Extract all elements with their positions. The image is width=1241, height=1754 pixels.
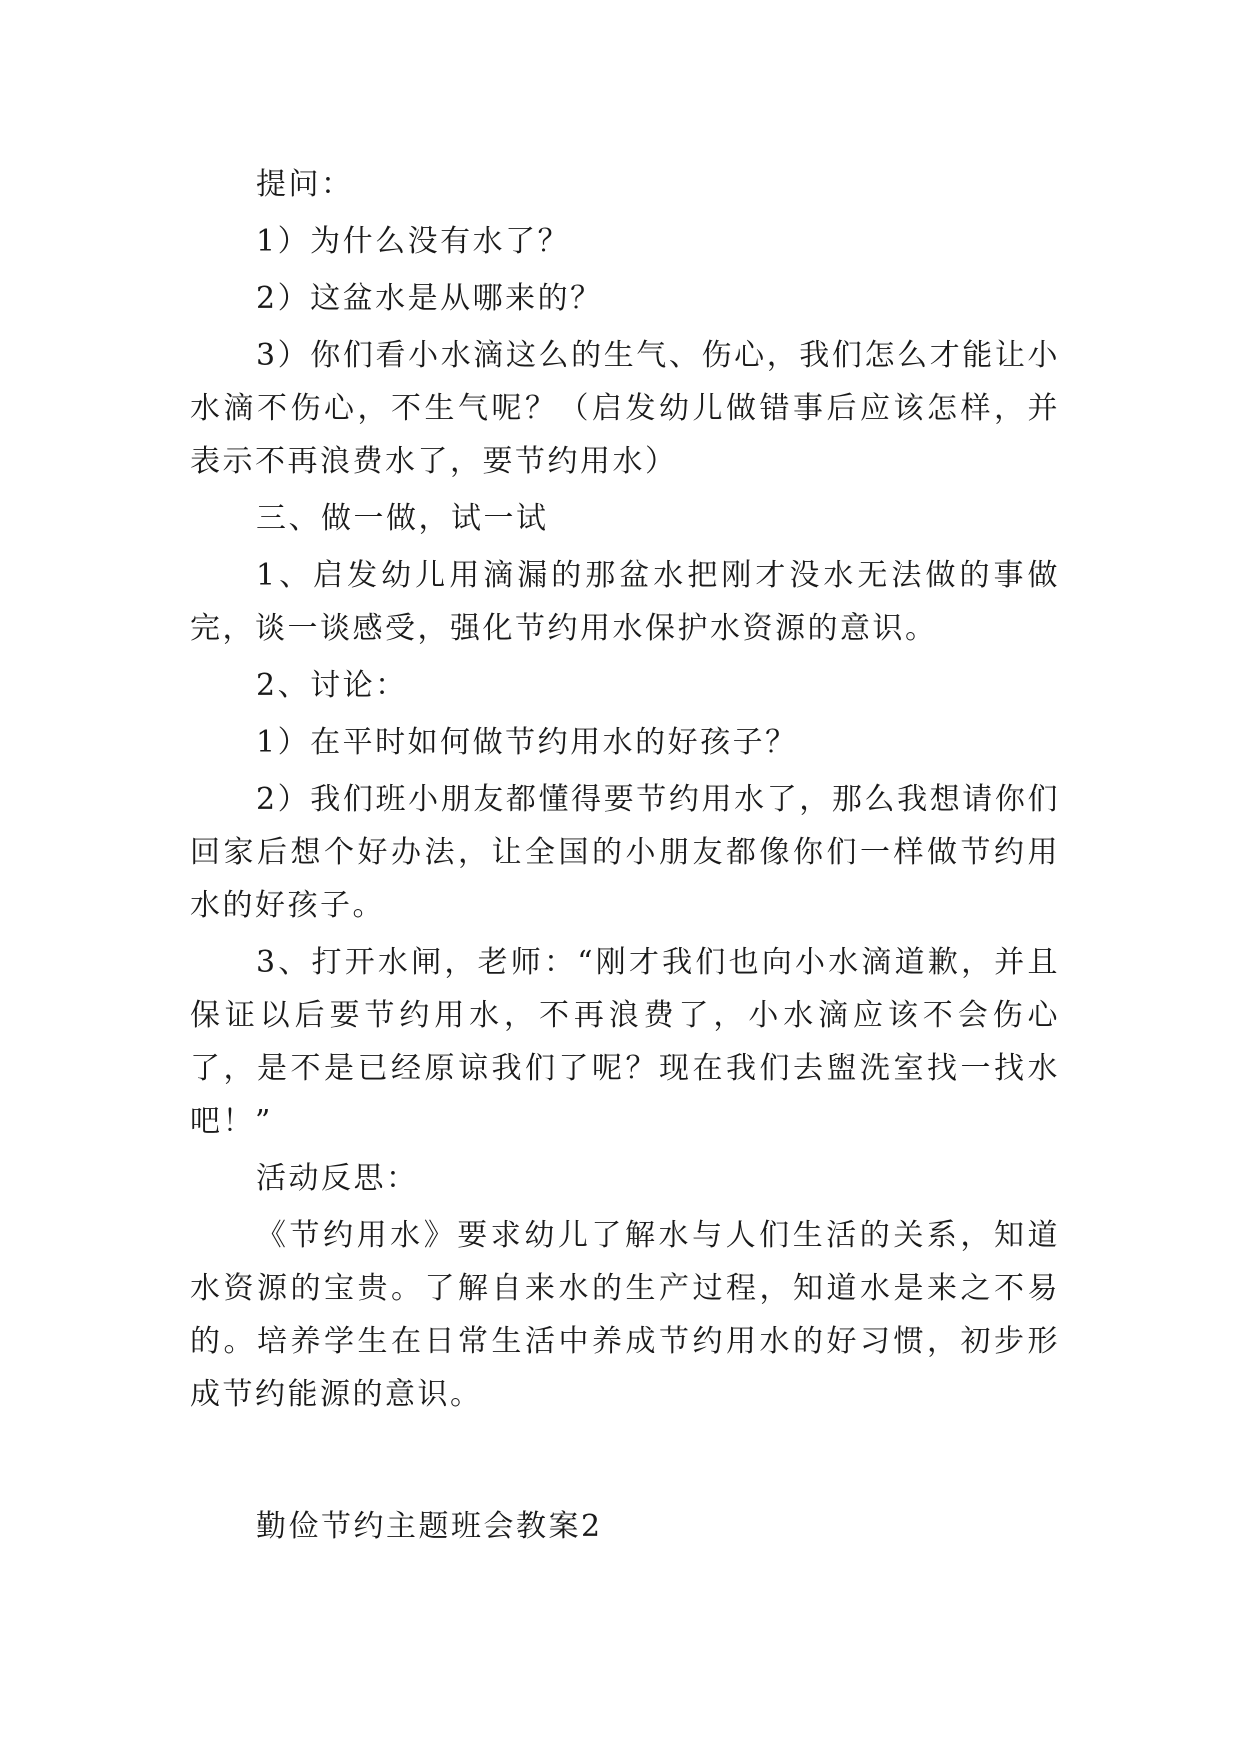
paragraph-discussion-heading: 2、讨论：	[256, 668, 408, 703]
paragraph-question-2: 2）这盆水是从哪来的？	[256, 281, 603, 316]
paragraph-question-1: 1）为什么没有水了？	[256, 224, 571, 259]
section-spacer	[190, 1425, 1060, 1500]
paragraph-question-heading: 提问：	[256, 167, 354, 202]
paragraph-question-3: 3）你们看小水滴这么的生气、伤心，我们怎么才能让小水滴不伤心，不生气呢？（启发幼儿做错事后应该怎样，并表示不再浪费水了，要节约用水）	[190, 338, 1060, 479]
paragraph-step-1: 1、启发幼儿用滴漏的那盆水把刚才没水无法做的事做完，谈一谈感受，强化节约用水保护水资源的意识。	[190, 558, 1060, 646]
paragraph-reflection-body: 《节约用水》要求幼儿了解水与人们生活的关系，知道水资源的宝贵。了解自来水的生产过程，知道水是来之不易的。培养学生在日常生活中养成节约用水的好习惯，初步形成节约能源的意识。	[190, 1218, 1060, 1412]
section-heading-3: 三、做一做，试一试	[256, 501, 549, 536]
next-lesson-title: 勤俭节约主题班会教案2	[256, 1509, 603, 1544]
document-body	[190, 158, 1060, 1557]
paragraph-discussion-2: 2）我们班小朋友都懂得要节约用水了，那么我想请你们回家后想个好办法，让全国的小朋友都像你们一样做节约用水的好孩子。	[190, 782, 1060, 923]
paragraph-discussion-1: 1）在平时如何做节约用水的好孩子？	[256, 725, 798, 760]
paragraph-step-3: 3、打开水闸，老师：“刚才我们也向小水滴道歉，并且保证以后要节约用水，不再浪费了，小水滴应该不会伤心了，是不是已经原谅我们了呢？现在我们去盥洗室找一找水吧！”	[190, 945, 1060, 1139]
paragraph-reflection-heading: 活动反思：	[256, 1161, 419, 1196]
